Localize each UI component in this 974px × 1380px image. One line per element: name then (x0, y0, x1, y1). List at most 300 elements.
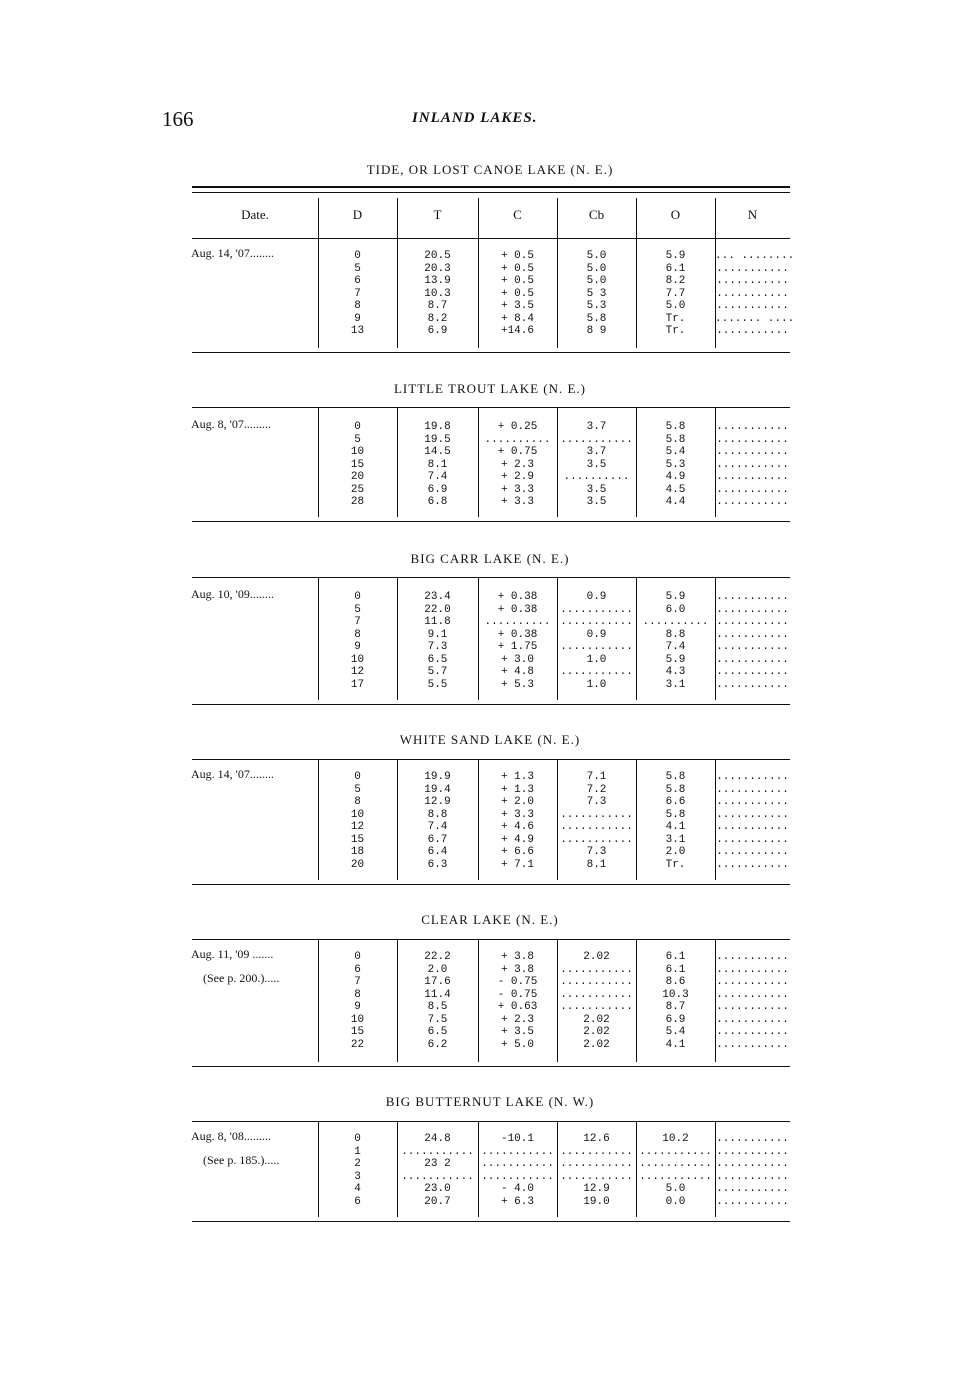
column-c (478, 421, 557, 509)
table-cell: 8.8 (665, 628, 686, 641)
table-rule (192, 884, 790, 885)
table-cell: 12.9 (583, 1183, 610, 1195)
table-cell: 4 (354, 1183, 361, 1195)
table-cell: 2.0 (665, 846, 686, 858)
table-cell: ........... (716, 483, 789, 496)
table-rule (192, 1121, 790, 1122)
table-cell: 20.7 (424, 1195, 451, 1208)
table-cell: + 0.5 (500, 250, 534, 262)
table-cell: ........... (560, 603, 633, 616)
table-cell: 14.5 (424, 446, 451, 458)
table-cell: 7.5 (427, 1013, 448, 1026)
table-cell: 0 (354, 1133, 361, 1145)
table-cell: 5.3 (665, 458, 686, 471)
column-t (397, 250, 478, 338)
section-title: CLEAR LAKE (N. E.) (421, 912, 559, 927)
column-header: D (352, 207, 363, 222)
table-cell: 0 (354, 951, 361, 963)
table-cell: + 1.3 (500, 771, 534, 783)
table-cell: 6.9 (665, 1013, 686, 1026)
table-cell: 5.8 (665, 783, 686, 796)
column-n (715, 1133, 790, 1208)
table-cell: ........... (716, 1038, 789, 1051)
table-cell: Tr. (665, 325, 686, 337)
table-cell: ........... (716, 325, 789, 337)
table-cell: + 0.38 (497, 603, 538, 616)
table-rule (192, 407, 790, 408)
table-cell: ........... (716, 1158, 789, 1170)
table-cell: 6.3 (427, 858, 448, 871)
table-cell: + 6.3 (500, 1195, 534, 1208)
table-cell: 5.0 (586, 262, 607, 275)
table-cell: 12.6 (583, 1133, 610, 1145)
table-cell: + 4.6 (500, 821, 534, 833)
table-cell: 4.5 (665, 483, 686, 496)
table-cell: 18 (350, 846, 365, 858)
table-cell: 6 (354, 275, 361, 287)
table-cell: ........... (716, 628, 789, 641)
column-t (397, 421, 478, 509)
table-cell: 3.1 (665, 833, 686, 846)
table-cell: 4.1 (665, 1038, 686, 1051)
table-cell: + 2.3 (500, 1013, 534, 1026)
table-cell: 7 (354, 976, 361, 988)
table-cell: ........... (716, 846, 789, 858)
table-cell: 5.4 (665, 446, 686, 458)
table-cell: ........... (401, 1145, 474, 1158)
table-cell: 5.8 (665, 808, 686, 821)
table-cell: ........... (716, 808, 789, 821)
table-cell: 3.5 (586, 483, 607, 496)
table-cell: 6.1 (665, 963, 686, 976)
table-cell: + 0.63 (497, 1001, 538, 1013)
column-o (636, 250, 715, 338)
table-cell: ........... (560, 433, 633, 446)
table-cell: 22.2 (424, 951, 451, 963)
table-cell: + 3.5 (500, 1026, 534, 1038)
table-cell: 8 9 (586, 325, 607, 337)
table-cell: 5.9 (665, 250, 686, 262)
column-rule (715, 198, 716, 238)
table-rule (192, 1221, 790, 1222)
table-cell: ........... (716, 471, 789, 483)
table-cell: 6 (354, 1195, 361, 1208)
table-cell: .......... (484, 433, 551, 446)
table-cell: ........... (716, 783, 789, 796)
table-cell: - 0.75 (497, 976, 538, 988)
column-header: Cb (588, 207, 605, 222)
date-cell: (See p. 185.)..... (203, 1153, 280, 1167)
column-c (478, 1133, 557, 1208)
column-d (318, 421, 397, 509)
table-cell: 20.5 (424, 250, 451, 262)
table-cell: ........... (716, 1170, 789, 1183)
column-n (715, 591, 790, 691)
column-d (318, 250, 397, 338)
column-rule (636, 198, 637, 238)
column-d (318, 1133, 397, 1208)
table-cell: 9 (354, 641, 361, 653)
table-cell: 7.7 (665, 287, 686, 300)
table-cell: 24.8 (424, 1133, 451, 1145)
table-cell: 2.02 (583, 951, 610, 963)
column-header: Date. (241, 207, 269, 222)
table-cell: 6.5 (427, 653, 448, 666)
table-cell: ....... .... (715, 312, 795, 325)
table-cell: 5.5 (427, 678, 448, 691)
column-t (397, 1133, 478, 1208)
table-cell: 3.1 (665, 678, 686, 691)
table-cell: Tr. (665, 858, 686, 871)
table-cell: + 7.1 (500, 858, 534, 871)
table-cell: 5.7 (427, 666, 448, 678)
column-header: C (513, 207, 522, 222)
table-cell: + 3.8 (500, 963, 534, 976)
table-cell: 8 (354, 300, 361, 312)
table-cell: ........... (716, 833, 789, 846)
table-cell: 7.1 (586, 771, 607, 783)
table-cell: 12 (350, 821, 365, 833)
table-cell: ........... (481, 1145, 554, 1158)
table-cell: 5.0 (586, 250, 607, 262)
table-cell: 5.0 (665, 300, 686, 312)
table-rule (192, 352, 790, 353)
table-cell: 5.0 (665, 1183, 686, 1195)
table-cell: 0 (354, 421, 361, 433)
table-cell: 6.0 (665, 603, 686, 616)
column-header: T (433, 207, 442, 222)
table-cell: 7.4 (427, 821, 448, 833)
table-cell: 5.0 (586, 275, 607, 287)
column-cb (557, 771, 636, 871)
table-rule (192, 186, 790, 188)
table-cell: 3.7 (586, 446, 607, 458)
table-cell: 7.4 (665, 641, 686, 653)
column-rule (318, 198, 319, 238)
date-cell: Aug. 10, '09........ (191, 587, 274, 601)
table-cell: + 0.75 (497, 446, 538, 458)
column-t (397, 591, 478, 691)
table-cell: 9 (354, 1001, 361, 1013)
table-cell: 11.8 (424, 616, 451, 628)
table-rule (192, 521, 790, 522)
table-cell: ........... (716, 496, 789, 508)
table-cell: 8 (354, 988, 361, 1001)
table-cell: 0.9 (586, 591, 607, 603)
table-cell: 15 (350, 1026, 365, 1038)
table-cell: ........... (560, 1170, 633, 1183)
table-cell: ........... (716, 433, 789, 446)
table-cell: ........... (716, 771, 789, 783)
date-cell: Aug. 14, '07........ (191, 246, 274, 260)
table-cell: 8.1 (586, 858, 607, 871)
table-cell: ........... (560, 1145, 633, 1158)
table-cell: 6.9 (427, 483, 448, 496)
column-rule (557, 198, 558, 238)
column-o (636, 951, 715, 1051)
table-cell: 5.4 (665, 1026, 686, 1038)
table-cell: 6.6 (665, 796, 686, 808)
table-cell: 10 (350, 446, 365, 458)
table-cell: 2.02 (583, 1038, 610, 1051)
table-cell: + 6.6 (500, 846, 534, 858)
table-cell: 28 (350, 496, 365, 508)
table-cell: ... ........ (715, 250, 795, 262)
table-cell: 3 (354, 1170, 361, 1183)
table-cell: ........... (716, 821, 789, 833)
table-cell: 11.4 (424, 988, 451, 1001)
table-cell: + 0.38 (497, 628, 538, 641)
table-cell: ........... (716, 1001, 789, 1013)
table-cell: + 0.25 (497, 421, 538, 433)
table-cell: 12 (350, 666, 365, 678)
table-cell: ........... (560, 1158, 633, 1170)
table-cell: 19.0 (583, 1195, 610, 1208)
table-cell: + 0.5 (500, 275, 534, 287)
table-cell: + 2.9 (500, 471, 534, 483)
table-cell: 2.02 (583, 1013, 610, 1026)
table-cell: - 4.0 (500, 1183, 534, 1195)
table-cell: 0 (354, 591, 361, 603)
table-cell: 5.8 (586, 312, 607, 325)
table-cell: 13 (350, 325, 365, 337)
table-cell: 8.2 (427, 312, 448, 325)
table-cell: 6.5 (427, 1026, 448, 1038)
table-cell: 8.6 (665, 976, 686, 988)
table-cell: 23.0 (424, 1183, 451, 1195)
table-cell: 8.8 (427, 808, 448, 821)
table-cell: +14.6 (500, 325, 534, 337)
table-cell: + 3.0 (500, 653, 534, 666)
table-cell: 13.9 (424, 275, 451, 287)
table-cell: ........... (716, 1183, 789, 1195)
column-n (715, 250, 795, 338)
column-cb (557, 591, 636, 691)
table-cell: 7.4 (427, 471, 448, 483)
date-cell: (See p. 200.)..... (203, 971, 280, 985)
table-cell: 6.2 (427, 1038, 448, 1051)
column-c (478, 591, 557, 691)
table-cell: 10 (350, 808, 365, 821)
table-cell: 5.9 (665, 653, 686, 666)
table-cell: ........... (716, 262, 789, 275)
table-cell: 10.3 (424, 287, 451, 300)
table-cell: 4.3 (665, 666, 686, 678)
column-header: N (747, 207, 758, 222)
table-cell: 7.3 (586, 796, 607, 808)
table-cell: 8.7 (427, 300, 448, 312)
table-cell: ........... (716, 1195, 789, 1208)
table-cell: 6.9 (427, 325, 448, 337)
table-cell: ........... (716, 666, 789, 678)
table-cell: ........... (560, 641, 633, 653)
table-cell: -10.1 (500, 1133, 534, 1145)
table-cell: 7 (354, 287, 361, 300)
table-cell: 0 (354, 250, 361, 262)
table-cell: ........... (716, 1145, 789, 1158)
table-rule (192, 704, 790, 705)
table-cell: + 2.0 (500, 796, 534, 808)
column-d (318, 951, 397, 1051)
table-cell: 2 (354, 1158, 361, 1170)
table-cell: 9 (354, 312, 361, 325)
table-cell: ........... (716, 1026, 789, 1038)
table-cell: ........... (481, 1170, 554, 1183)
table-cell: .......... (484, 616, 551, 628)
table-cell: 0.0 (665, 1195, 686, 1208)
date-cell: Aug. 14, '07........ (191, 767, 274, 781)
table-cell: 10.3 (662, 988, 689, 1001)
table-cell: 8.5 (427, 1001, 448, 1013)
table-cell: .......... (642, 616, 709, 628)
table-cell: 17 (350, 678, 365, 691)
column-n (715, 771, 790, 871)
table-cell: + 5.3 (500, 678, 534, 691)
table-cell: 7.3 (586, 846, 607, 858)
table-cell: ........... (716, 603, 789, 616)
column-rule (397, 198, 398, 238)
table-cell: 5.9 (665, 591, 686, 603)
table-cell: ........... (560, 616, 633, 628)
table-cell: 8.7 (665, 1001, 686, 1013)
table-cell: + 3.3 (500, 808, 534, 821)
column-o (636, 421, 715, 509)
table-cell: 0 (354, 771, 361, 783)
table-cell: 15 (350, 833, 365, 846)
table-cell: 5 3 (586, 287, 607, 300)
table-cell: 23.4 (424, 591, 451, 603)
table-cell: + 5.0 (500, 1038, 534, 1051)
column-rule (478, 198, 479, 238)
table-cell: ........... (716, 421, 789, 433)
table-cell: 22 (350, 1038, 365, 1051)
table-cell: ........... (716, 678, 789, 691)
column-cb (557, 1133, 636, 1208)
table-cell: 15 (350, 458, 365, 471)
running-head: INLAND LAKES. (412, 110, 538, 126)
table-cell: ........... (560, 1001, 633, 1013)
table-cell: + 3.5 (500, 300, 534, 312)
table-cell: ........... (401, 1170, 474, 1183)
table-cell: 6 (354, 963, 361, 976)
table-cell: + 0.38 (497, 591, 538, 603)
table-cell: 2.0 (427, 963, 448, 976)
table-cell: ........... (716, 591, 789, 603)
table-cell: + 4.8 (500, 666, 534, 678)
table-cell: 25 (350, 483, 365, 496)
section-title: WHITE SAND LAKE (N. E.) (399, 732, 581, 747)
table-cell: 17.6 (424, 976, 451, 988)
table-cell: ........... (716, 963, 789, 976)
table-cell: + 2.3 (500, 458, 534, 471)
table-cell: ........... (716, 641, 789, 653)
table-cell: 7 (354, 616, 361, 628)
table-cell: ........... (560, 821, 633, 833)
table-rule (192, 939, 790, 940)
table-cell: + 0.5 (500, 287, 534, 300)
table-cell: 8.1 (427, 458, 448, 471)
column-d (318, 771, 397, 871)
table-cell: 6.8 (427, 496, 448, 508)
table-cell: 23 2 (424, 1158, 451, 1170)
column-cb (557, 951, 636, 1051)
table-cell: 6.1 (665, 262, 686, 275)
table-cell: 5 (354, 262, 361, 275)
table-cell: 19.9 (424, 771, 451, 783)
table-cell: + 8.4 (500, 312, 534, 325)
table-cell: + 3.3 (500, 483, 534, 496)
table-cell: 19.5 (424, 433, 451, 446)
table-rule (192, 1066, 790, 1067)
table-cell: 4.1 (665, 821, 686, 833)
table-cell: 5.8 (665, 421, 686, 433)
table-cell: 6.7 (427, 833, 448, 846)
table-cell: ........... (481, 1158, 554, 1170)
table-cell: 8 (354, 628, 361, 641)
table-cell: 4.9 (665, 471, 686, 483)
table-cell: ........... (560, 666, 633, 678)
column-d (318, 591, 397, 691)
table-cell: .......... (563, 471, 630, 483)
column-cb (557, 250, 636, 338)
table-cell: 12.9 (424, 796, 451, 808)
table-cell: 8 (354, 796, 361, 808)
table-cell: 5.8 (665, 433, 686, 446)
table-cell: 5.8 (665, 771, 686, 783)
table-cell: 2.02 (583, 1026, 610, 1038)
table-cell: 7.3 (427, 641, 448, 653)
table-cell: 4.4 (665, 496, 686, 508)
table-rule (192, 577, 790, 578)
table-cell: ........... (639, 1145, 712, 1158)
section-title: BIG CARR LAKE (N. E.) (410, 551, 570, 566)
table-cell: 5 (354, 603, 361, 616)
table-cell: 6.4 (427, 846, 448, 858)
table-cell: ........... (560, 833, 633, 846)
section-title: BIG BUTTERNUT LAKE (N. W.) (385, 1094, 595, 1109)
table-cell: 22.0 (424, 603, 451, 616)
table-cell: 1.0 (586, 678, 607, 691)
column-t (397, 951, 478, 1051)
table-cell: 10 (350, 653, 365, 666)
table-cell: 5 (354, 433, 361, 446)
table-cell: ........... (716, 1133, 789, 1145)
date-cell: Aug. 11, '09 ....... (191, 947, 274, 961)
table-cell: 8.2 (665, 275, 686, 287)
column-o (636, 591, 715, 691)
column-o (636, 771, 715, 871)
table-cell: ........... (639, 1158, 712, 1170)
table-cell: ........... (716, 616, 789, 628)
table-cell: 0.9 (586, 628, 607, 641)
table-cell: ........... (560, 808, 633, 821)
table-cell: 20 (350, 858, 365, 871)
column-o (636, 1133, 715, 1208)
table-rule (192, 238, 790, 239)
table-cell: ........... (716, 287, 789, 300)
column-c (478, 250, 557, 338)
table-rule (192, 759, 790, 760)
table-cell: ........... (716, 858, 789, 871)
table-cell: + 0.5 (500, 262, 534, 275)
date-cell: Aug. 8, '08......... (191, 1129, 271, 1143)
date-cell: Aug. 8, '07......... (191, 417, 271, 431)
table-cell: ........... (716, 300, 789, 312)
table-cell: 20 (350, 471, 365, 483)
table-cell: 3.7 (586, 421, 607, 433)
table-cell: ........... (560, 988, 633, 1001)
table-cell: 6.1 (665, 951, 686, 963)
